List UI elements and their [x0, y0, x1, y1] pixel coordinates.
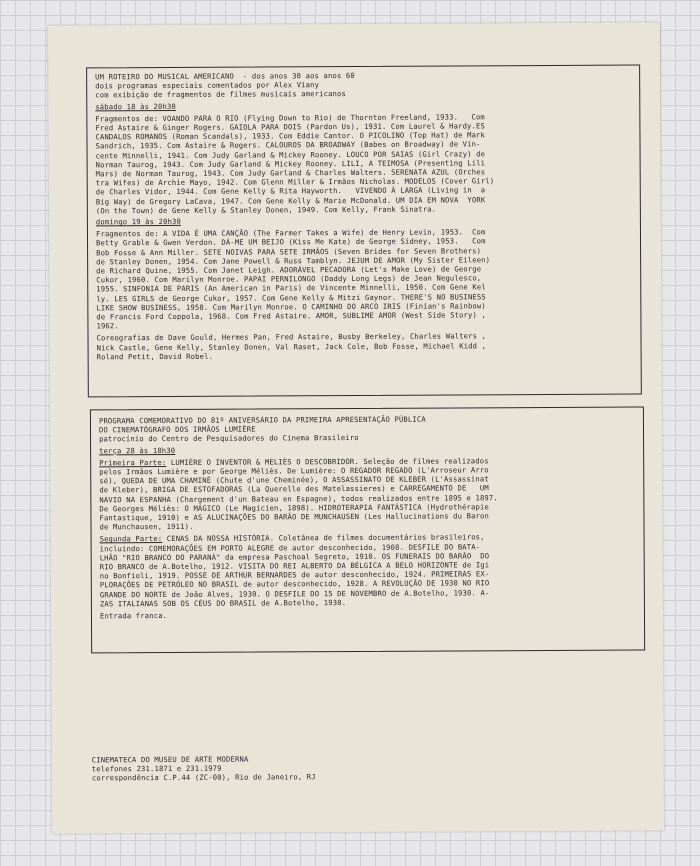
text-line: Cukor, 1960. Com Marilyn Monroe. PAPAI PERNILONGO (Daddy Long Legs) de Jean Negulesco,: [96, 273, 482, 285]
institution-footer: [92, 754, 392, 783]
text-line: pelos Irmãos Lumière e por George Méliès. De Lumière: O REGADOR REGADO (L'Arroseur Arro: [99, 465, 489, 477]
text-line: cente Minnelli, 1941. Com Judy Garland & Mickey Rooney. LOUCO POR SAIAS (Girl Crazy) de: [95, 148, 486, 160]
text-line: GRANDE DO NORTE de João Alves, 1930. O DESFILE DO 15 DE NOVEMBRO de A.Botelho, 1930. A-: [99, 587, 490, 599]
program-heading-line: dois programas especiais comentados por Alex Viany: [95, 80, 320, 91]
text-line: Fantastique, 1910) e AS ALUCINAÇÕES DO BARÃO DE MUNCHAUSEN (Les Hallucinations du Baron: [99, 511, 490, 523]
text-line: Big Way) de Gregory LaCava, 1947. Com Gene Kelly & Marie McDonald. UM DIA EM NOVA YORK: [95, 194, 486, 206]
text-line: Sandrich, 1935. Com Astaire & Rogers. CALOUROS DA BROADWAY (Babes on Broadway) de Vin-: [95, 139, 481, 151]
text-line: no Bonfioli, 1919. POSSE DE ARTHUR BERNARDES de autor desconhecido, 1924. PRIMEIRAS EX-: [99, 569, 490, 581]
choreography-line: Roland Petit, David Robel.: [96, 351, 214, 362]
text-line: incluindo: COMEMORAÇÕES EM PORTO ALEGRE de autor desconhecido, 1908. DESFILE DO BATA-: [99, 541, 481, 553]
text-line: 1962.: [96, 321, 119, 331]
part-one-first-line: LUMIÈRE O INVENTOR & MELIÈS O DESCOBRIDOR. Seleção de filmes realizados: [166, 456, 489, 467]
session-date-tuesday: terça 28 às 18h30: [99, 445, 176, 455]
musical-program-box: [86, 65, 642, 398]
entry-note: Entrada franca.: [99, 611, 168, 621]
part-two-label: Segunda Parte:: [99, 534, 163, 544]
text-line: de Charles Vidor, 1944. Com Gene Kelly & Rita Hayworth. VIVENDO À LARGA (Living in a: [95, 185, 486, 197]
session-date-saturday: sábado 18 às 20h30: [95, 101, 176, 111]
text-line: Fragmentos de: VOANDO PARA O RIO (Flying Down to Rio) de Thornton Freeland, 1933. Com: [95, 112, 485, 124]
choreography-line: Nick Castle, Gene Kelly, Stanley Donen, Val Raset, Jack Cole, Bob Fosse, Michael Kidd ,: [96, 341, 487, 353]
session-date-sunday: domingo 19 às 20h30: [95, 216, 182, 227]
part-two-first-line: CENAS DA NOSSA HISTÓRIA. Coletânea de filmes documentários brasileiros,: [162, 532, 485, 544]
footer-line: correspondência C.P.44 (ZC-00), Rio de Janeiro, RJ: [91, 772, 316, 783]
document-sheet: [48, 22, 664, 833]
text-line: 1955. SINFONIA DE PARIS (An American in Paris) de Vincente Minnelli, 1950. Com Gene Kel: [96, 282, 486, 294]
text-line: de Richard Quine, 1955. Com Janet Leigh. ADORÁVEL PECADORA (Let's Make Love) de George: [96, 264, 482, 276]
text-line: ZAS ITALIANAS SOB OS CÉUS DO BRASIL de A.Botelho, 1930.: [99, 597, 347, 609]
text-line: Norman Taurog, 1943. Com Judy Garland & Mickey Rooney. LILI, A TEIMOSA (Presenting Lili: [95, 158, 486, 170]
text-line: Betty Grable & Gwen Verdon. DÁ-ME UM BEIJO (Kiss Me Kate) de George Sidney, 1953. Com: [96, 236, 486, 248]
text-line: sé), QUEDA DE UMA CHAMINÉ (Chute d'une Cheminée), O ASSASSINATO DE KLEBER (L'Assassinat: [99, 474, 489, 486]
text-line: (On the Town) de Gene Kelly & Stanley Donen, 1949. Com Kelly, Frank Sinatra.: [95, 204, 437, 216]
text-line: NAVIO NA ESPANHA (Chargement d'un Bateau en Espagne), todos realizados entre 1895 e 1897.: [99, 492, 498, 504]
text-line: tra Wifes) de Archie Mayo, 1942. Com Glenn Miller & Irmãos Nicholas. MODELOS (Cover Girl): [95, 176, 495, 188]
program-heading-line: PROGRAMA COMEMORATIVO DO 81º ANIVERSÁRIO DA PRIMEIRA APRESENTAÇÃO PÚBLICA: [98, 414, 426, 426]
program-heading-line: DO CINEMATÓGRAFO DOS IRMÃOS LUMIÈRE: [98, 424, 256, 435]
lumiere-program-box: [90, 406, 645, 653]
text-line: Mars) de Norman Taurog, 1943. Com Judy Garland & Charles Walters. SERENATA AZUL (Orches: [95, 167, 486, 179]
text-line: de Stanley Donen, 1954. Com Jane Powell & Russ Tamblyn. JEJUM DE AMOR (My Sister Eileen): [96, 255, 491, 267]
text-line: de Francis Ford Coppola, 1968. Com Fred Astaire. AMOR, SUBLIME AMOR (West Side Story) ,: [96, 310, 486, 322]
program-heading-line: patrocínio do Centro de Pesquisadores do Cinema Brasileiro: [99, 433, 359, 444]
text-line: RIO BRANCO de A.Botelho, 1912. VISITA DO REI ALBERTO DA BÉLGICA A BELO HORIZONTE de Igi: [99, 560, 490, 572]
part-one-label: Primeira Parte:: [99, 457, 167, 468]
footer-line: CINEMATECA DO MUSEU DE ARTE MODERNA: [91, 754, 249, 765]
text-line: Fragmentos de: A VIDA É UMA CANÇÃO (The Farmer Takes a Wife) de Henry Levin, 1953. Com: [95, 227, 486, 239]
text-line: de Munchausen, 1911).: [99, 522, 194, 532]
text-line: ly. LES GIRLS de George Cukor, 1957. Com Gene Kelly & Mitzi Gaynor. THERE'S NO BUSINESS: [96, 291, 486, 304]
footer-line: telefones 231.1871 e 231.1979: [91, 763, 222, 774]
text-line: Fred Astaire & Ginger Rogers. GAIOLA PARA DOIS (Pardon Us), 1931. Com Laurel & Hardy.ES: [95, 121, 485, 133]
program-heading-line: com exibição de fragmentos de filmes musicais americanos: [95, 89, 347, 100]
text-line: PLORAÇÕES DE PETRÓLEO NO BRASIL de autor desconhecido, 1928. A REVOLUÇÃO DE 1930 NO RIO: [99, 578, 490, 590]
text-line: LIKE SHOW BUSINESS, 1958. Com Marilyn Monroe. O CAMINHO DO ARCO IRIS (Finian's Rainbow): [96, 301, 486, 313]
choreography-line: Coreografias de Dave Gould, Hermes Pan, Fred Astaire, Busby Berkeley, Charles Walters ,: [96, 331, 487, 343]
text-line: LHÃO "RIO BRANCO DO PARANÁ" da empresa Paschoal Segreto, 1910. OS FUNERAIS DO BARÃO DO: [99, 551, 490, 563]
text-line: CANDALOS ROMANOS (Roman Scandals), 1933. Com Eddie Cantor. O PICOLINO (Top Hat) de Mark: [95, 130, 486, 142]
text-line: De Georges Méliès: O MÁGICO (Le Magicien, 1898). HIDROTERAPIA FANTÁSTICA (Hydrothérapie: [99, 502, 489, 514]
text-line: Bob Fosse & Ann Miller. SETE NOIVAS PARA SETE IRMÃOS (Seven Brides for Seven Brothers): [96, 245, 482, 258]
program-heading-line: UM ROTEIRO DO MUSICAL AMERICANO - dos anos 30 aos anos 60: [95, 71, 355, 82]
text-line: de Kleber), BRIGA DE ESTOFADORAS (La Querelle des Matelassieres) e CARREGAMENTO DE UM: [99, 483, 489, 495]
